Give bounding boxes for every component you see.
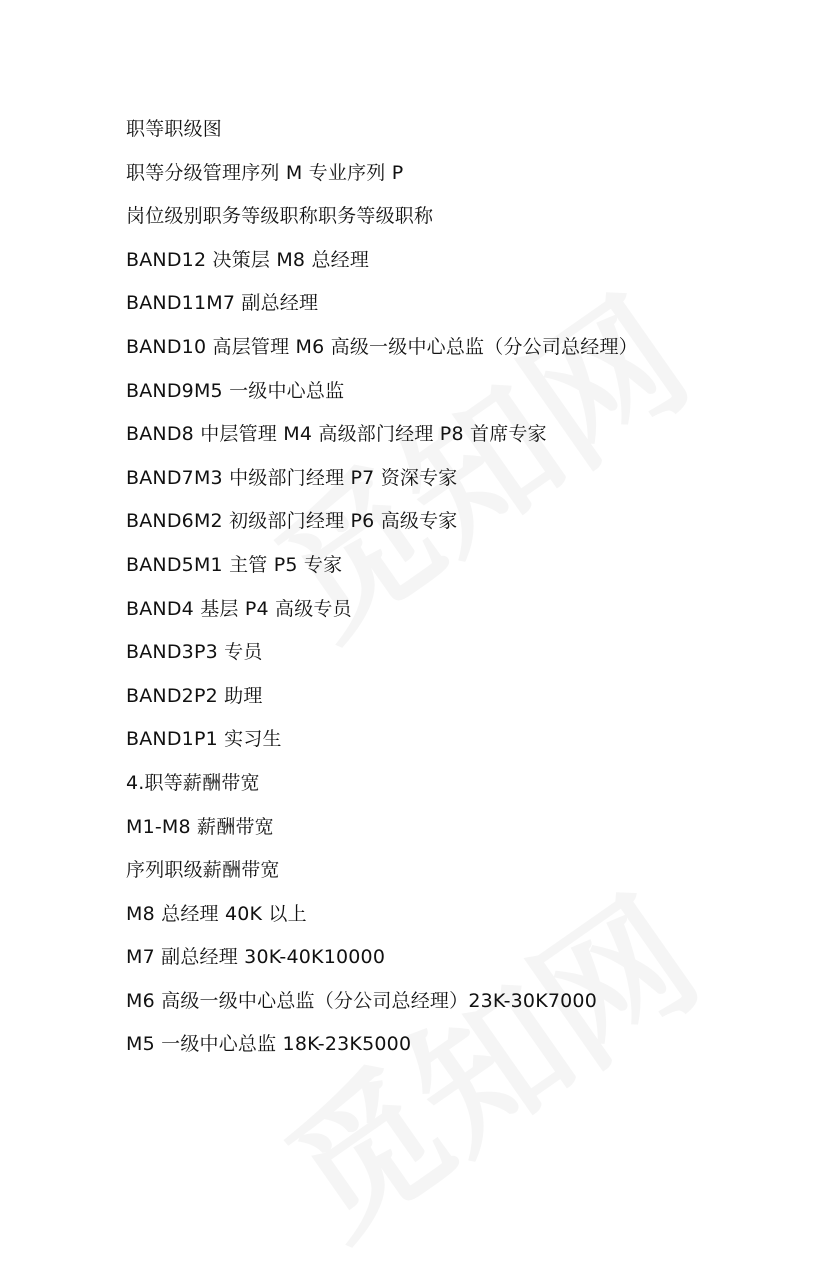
text-line: BAND11M7 副总经理 [126,292,319,315]
text-line: M1-M8 薪酬带宽 [126,815,274,838]
text-line: M8 总经理 40K 以上 [126,902,307,925]
text-line: BAND9M5 一级中心总监 [126,379,345,402]
text-line: BAND4 基层 P4 高级专员 [126,597,352,620]
text-line: BAND1P1 实习生 [126,728,282,751]
doc-title: 职等职级图 [126,118,223,140]
document-body [126,108,806,1067]
text-line: BAND7M3 中级部门经理 P7 资深专家 [126,466,458,489]
text-line: M6 高级一级中心总监（分公司总经理）23K-30K7000 [126,989,598,1012]
text-line: 序列职级薪酬带宽 [126,859,280,882]
text-line: M7 副总经理 30K-40K10000 [126,946,386,969]
text-line: BAND2P2 助理 [126,684,263,707]
text-line: BAND10 高层管理 M6 高级一级中心总监（分公司总经理） [126,335,638,358]
text-line: M5 一级中心总监 18K-23K5000 [126,1033,412,1056]
text-line: BAND6M2 初级部门经理 P6 高级专家 [126,510,458,533]
text-line: 职等分级管理序列 M 专业序列 P [126,161,404,184]
text-line: BAND8 中层管理 M4 高级部门经理 P8 首席专家 [126,423,547,446]
text-line: BAND12 决策层 M8 总经理 [126,248,370,271]
text-line: BAND5M1 主管 P5 专家 [126,553,343,576]
section-heading: 4.职等薪酬带宽 [126,771,260,794]
text-line: 岗位级别职务等级职称职务等级职称 [126,205,434,228]
text-line: BAND3P3 专员 [126,641,263,664]
